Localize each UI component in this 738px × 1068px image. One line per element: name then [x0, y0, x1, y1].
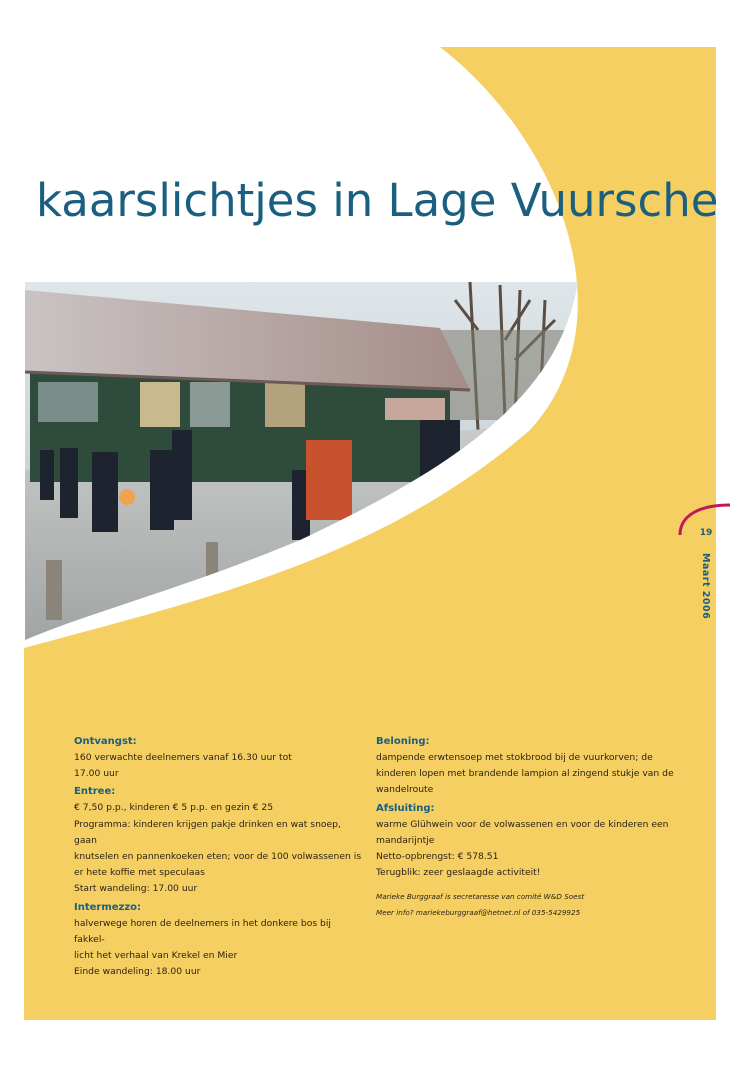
entree-heading: Entree:: [74, 786, 116, 798]
text-line: € 7,50 p.p., kinderen € 5 p.p. en gezin € 25: [74, 802, 274, 814]
beloning-heading: Beloning:: [376, 736, 430, 747]
text-line: Programma: kinderen krijgen pakje drinken en wat snoep, gaan: [74, 818, 341, 846]
text-line: 17.00 uur: [74, 768, 119, 780]
text-line: dampende erwtensoep met stokbrood bij de vuurkorven; de: [376, 752, 653, 763]
text-line: licht het verhaal van Krekel en Mier: [74, 950, 238, 962]
intermezzo-heading: Intermezzo:: [74, 901, 142, 913]
page-title: kaarslichtjes in Lage Vuursche: [36, 174, 719, 227]
page-number: 19: [699, 528, 713, 538]
author-credit: Marieke Burggraaf is secretaresse van comité W&D Soest: [376, 892, 585, 902]
text-line: halverwege horen de deelnemers in het donkere bos bij fakkel-: [74, 917, 331, 945]
afsluiting-heading: Afsluiting:: [376, 802, 435, 814]
text-line: wandelroute: [376, 784, 434, 796]
text-line: er hete koffie met speculaas: [74, 867, 205, 879]
ontvangst-heading: Ontvangst:: [74, 736, 137, 747]
text-line: 160 verwachte deelnemers vanaf 16.30 uur tot: [74, 752, 292, 763]
text-line: Start wandeling: 17.00 uur: [74, 883, 198, 895]
text-line: mandarijntje: [376, 834, 435, 846]
text-line: Einde wandeling: 18.00 uur: [74, 966, 201, 978]
text-line: warme Glühwein voor de volwassenen en voor de kinderen een: [376, 818, 669, 830]
right-column: [376, 733, 681, 921]
text-line: Netto-opbrengst: € 578.51: [376, 851, 499, 863]
text-line: Terugblik: zeer geslaagde activiteit!: [376, 867, 541, 879]
issue-label: Maart 2006: [700, 553, 711, 620]
contact-info: Meer info? mariekeburggraaf@hetnet.nl of 035-5429925: [376, 908, 581, 918]
left-column: [74, 733, 364, 980]
text-line: kinderen lopen met brandende lampion al zingend stukje van de: [376, 768, 674, 780]
text-line: knutselen en pannenkoeken eten; voor de 100 volwassenen is: [74, 851, 362, 863]
